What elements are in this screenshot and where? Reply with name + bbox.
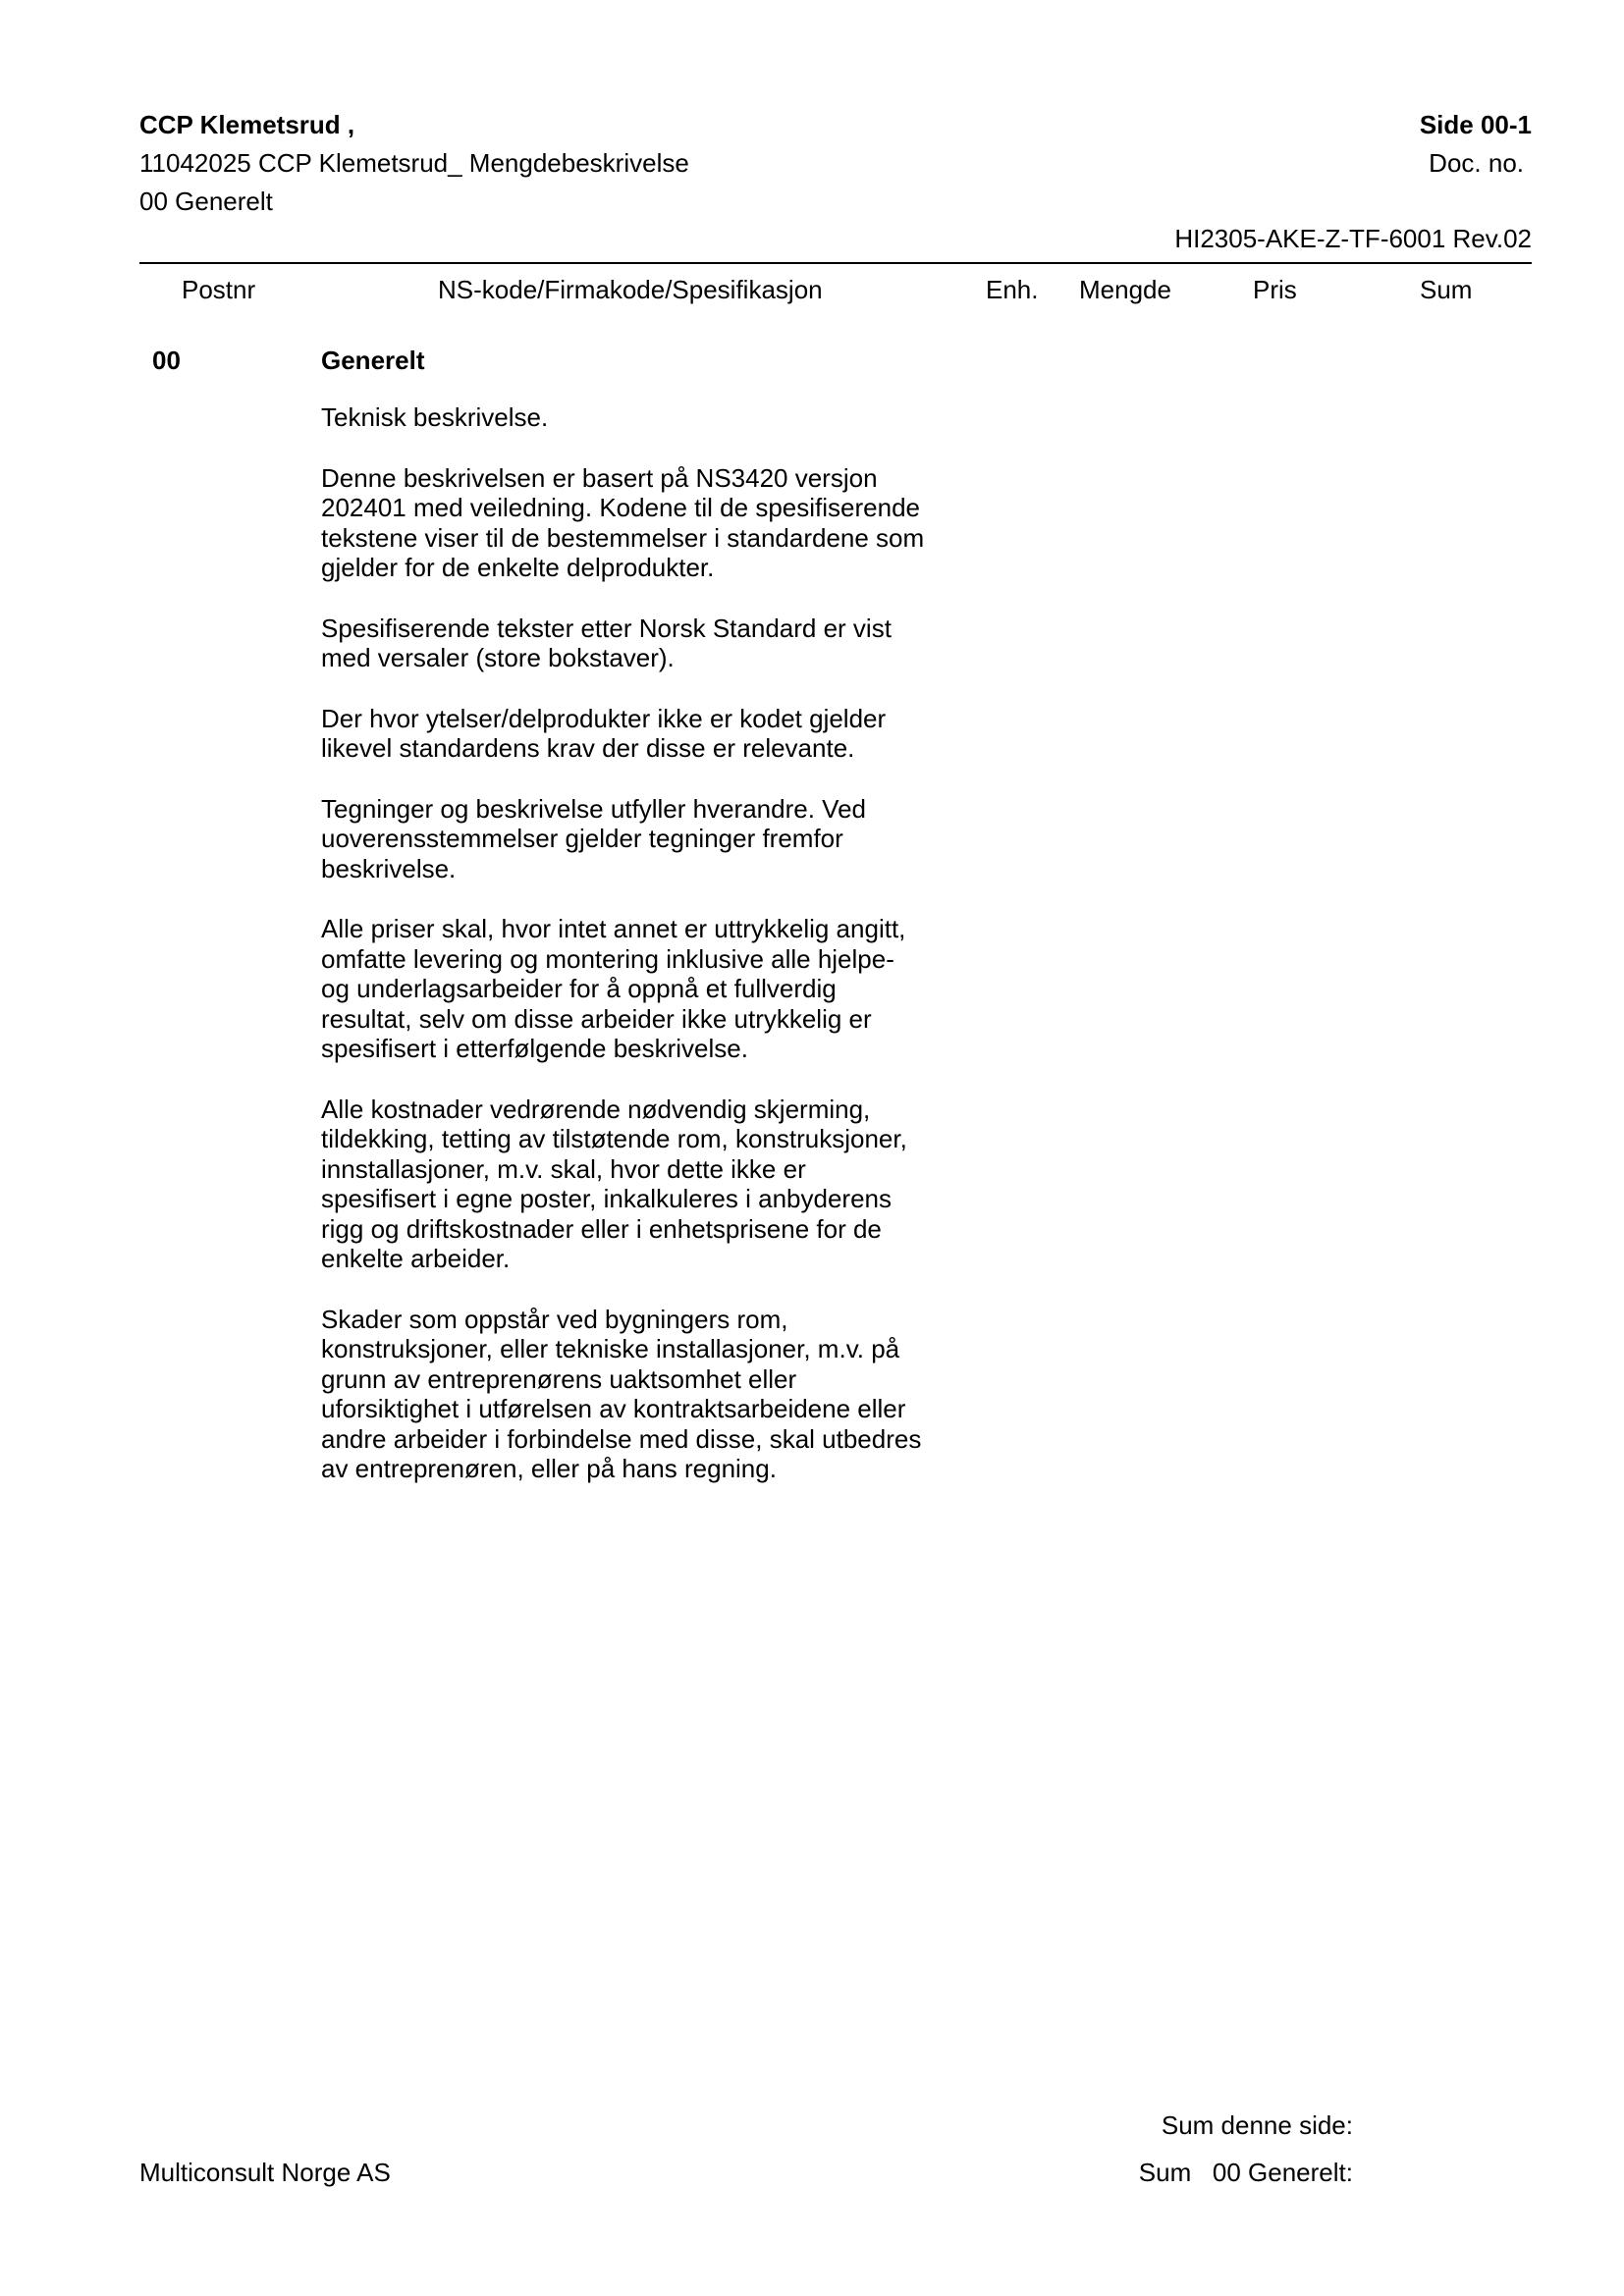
- paragraph: Tegninger og beskrivelse utfyller hverandre. Ved uoverensstemmelser gjelder tegninger fremfor beskrivelse.: [321, 793, 866, 883]
- sum-chapter-label: Sum 00 Generelt:: [1138, 2158, 1353, 2187]
- col-header-spec: NS-kode/Firmakode/Spesifikasjon: [438, 275, 823, 304]
- footer-company: Multiconsult Norge AS: [139, 2158, 391, 2187]
- col-header-sum: Sum: [1420, 275, 1473, 304]
- page-label: Side 00-1: [1419, 110, 1532, 139]
- col-header-pris: Pris: [1253, 275, 1297, 304]
- project-line: 11042025 CCP Klemetsrud_ Mengdebeskrivelse: [139, 148, 689, 178]
- doc-number: HI2305-AKE-Z-TF-6001 Rev.02: [1174, 224, 1532, 253]
- section-body: [321, 402, 989, 1515]
- paragraph: Alle kostnader vedrørende nødvendig skjerming, tildekking, tetting av tilstøtende rom, konstruksjoner, innstallasjoner, m.v. skal, hvor dette ikke er spesifisert i egne poster, inkalkuleres i anbyderens rigg og driftskostnader eller i enhetsprisene for de enkelte arbeider.: [321, 1094, 907, 1273]
- paragraph: Alle priser skal, hvor intet annet er uttrykkelig angitt, omfatte levering og montering inklusive alle hjelpe- og underlagsarbeider for å oppnå et fullverdig resultat, selv om disse arbeider ikke utrykkelig er spesifisert i etterfølgende beskrivelse.: [321, 914, 906, 1063]
- section-number: 00: [152, 346, 181, 375]
- paragraph: Denne beskrivelsen er basert på NS3420 versjon 202401 med veiledning. Kodene til de spesifiserende tekstene viser til de bestemmelser i standardene som gjelder for de enkelte delprodukter.: [321, 462, 925, 582]
- paragraph: Skader som oppstår ved bygningers rom, konstruksjoner, eller tekniske installasjoner, m.v. på grunn av entreprenørens uaktsomhet eller uforsiktighet i utførelsen av kontraktsarbeidene eller andre arbeider i forbindelse med disse, skal utbedres av entreprenøren, eller på hans regning.: [321, 1304, 922, 1483]
- section-title: Generelt: [321, 346, 425, 375]
- col-header-mengde: Mengde: [1079, 275, 1171, 304]
- col-header-enh: Enh.: [986, 275, 1039, 304]
- doc-label: Doc. no.: [1429, 148, 1524, 178]
- chapter-line: 00 Generelt: [139, 187, 273, 216]
- paragraph: Teknisk beskrivelse.: [321, 402, 549, 432]
- paragraph: Der hvor ytelser/delprodukter ikke er kodet gjelder likevel standardens krav der disse er relevante.: [321, 703, 887, 763]
- company-title: CCP Klemetsrud ,: [139, 110, 355, 139]
- sum-page-label: Sum denne side:: [1161, 2110, 1353, 2140]
- paragraph: Spesifiserende tekster etter Norsk Standard er vist med versaler (store bokstaver).: [321, 613, 892, 672]
- header-divider: [139, 262, 1532, 264]
- col-header-postnr: Postnr: [182, 275, 256, 304]
